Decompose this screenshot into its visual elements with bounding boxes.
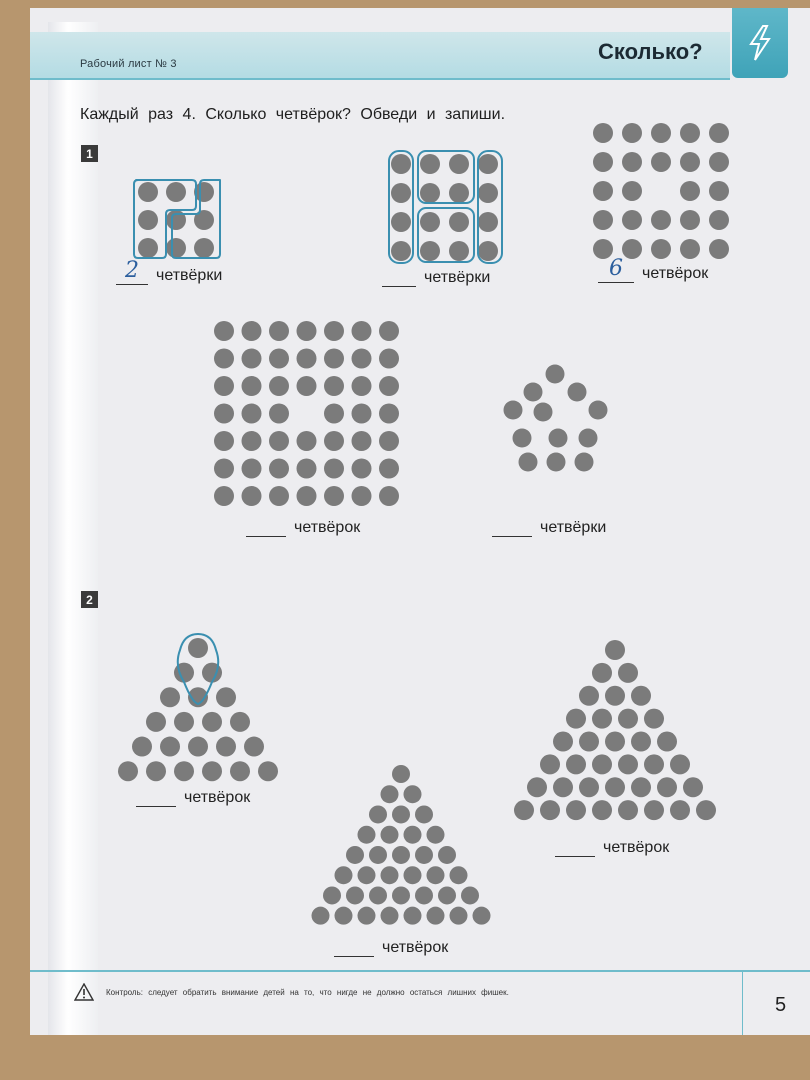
dot [194,238,214,258]
dot [605,640,625,660]
answer-row-2 [382,268,490,287]
dot [379,459,399,479]
answer-row-3 [598,256,709,283]
dot [404,866,422,884]
instruction-text: Каждый раз 4. Сколько четвёрок? Обведи и запиши. [80,106,506,123]
dot [420,154,440,174]
dot [324,486,344,506]
dot [514,800,534,820]
dot [657,732,677,752]
dot [166,182,186,202]
dot [680,210,700,230]
dot [631,686,651,706]
dot [709,123,729,143]
dot [404,826,422,844]
dot [579,429,598,448]
dot [553,732,573,752]
answer-row-5 [492,518,606,537]
dot [644,800,664,820]
dot-pentagon [500,362,610,474]
dot [381,866,399,884]
dot [269,321,289,341]
dot-grid-4 [213,320,399,508]
dot [358,866,376,884]
dot [146,761,166,781]
dot [381,785,399,803]
dot [379,486,399,506]
warning-icon [74,983,94,1001]
dot [593,181,613,201]
dot [346,886,364,904]
dot [519,453,538,472]
dot [534,403,553,422]
dot [391,154,411,174]
dot [216,737,236,757]
dot [352,404,372,424]
dot [230,712,250,732]
dot [524,383,543,402]
dot [504,401,523,420]
dot [622,210,642,230]
dot [547,453,566,472]
dot [450,907,468,925]
dot [592,709,612,729]
dot [651,210,671,230]
answer-blank[interactable] [492,518,532,537]
dot [593,152,613,172]
dot [527,777,547,797]
dot [391,241,411,261]
dot [242,376,262,396]
dot [438,886,456,904]
dot [379,404,399,424]
dot [683,777,703,797]
answer-blank[interactable] [598,256,634,283]
dot [174,712,194,732]
dot [297,431,317,451]
footer-divider [742,970,743,1035]
dot [579,777,599,797]
dot [188,638,208,658]
dot [709,239,729,259]
footer-note-text: Контроль: следует обратить внимание детей на то, что нигде не должно остаться лишних фишек. [106,987,509,997]
dot [709,210,729,230]
dot [202,761,222,781]
dot [297,321,317,341]
worksheet-label: Рабочий лист № 3 [80,58,177,70]
dot [312,907,330,925]
handwritten-answer: 2 [125,258,139,283]
dot [352,376,372,396]
dot [358,907,376,925]
dot [269,404,289,424]
dot [391,212,411,232]
dot [549,429,568,448]
dot [188,737,208,757]
worksheet-page [30,8,810,1035]
dot [622,123,642,143]
dot [138,210,158,230]
dot [369,805,387,823]
dot [568,383,587,402]
dot [644,709,664,729]
dot [174,761,194,781]
dot [269,376,289,396]
dot [566,800,586,820]
page-fold [48,22,98,1035]
worksheet-title: Сколько? [598,39,703,64]
dot [592,663,612,683]
dot [242,431,262,451]
dot [392,846,410,864]
dot [324,376,344,396]
dot [404,907,422,925]
answer-label: четвёрки [156,267,223,284]
dot [605,732,625,752]
dot [513,429,532,448]
dot [138,182,158,202]
dot [392,805,410,823]
dot [146,712,166,732]
answer-label: четвёрки [540,519,607,536]
answer-row-8 [555,838,669,857]
answer-blank[interactable] [246,518,286,537]
dot [420,241,440,261]
dot [420,183,440,203]
dot [346,846,364,864]
dot [138,238,158,258]
dot [297,349,317,369]
dot [670,800,690,820]
dot [651,239,671,259]
answer-row-1 [116,258,223,285]
dot [473,907,491,925]
dot [622,152,642,172]
dot [579,732,599,752]
dot-triangle-3 [500,634,730,834]
dot [605,777,625,797]
dot [438,846,456,864]
task-2-number: 2 [81,591,98,608]
dot [449,154,469,174]
dot [618,709,638,729]
dot [358,826,376,844]
dot [478,241,498,261]
dot [352,321,372,341]
dot [297,486,317,506]
dot [546,365,565,384]
dot [392,765,410,783]
dot [242,459,262,479]
answer-row-4 [246,518,360,537]
dot [427,866,445,884]
dot [202,712,222,732]
header-bar [30,32,730,80]
footer-line [30,970,810,972]
corner-badge [732,8,788,78]
dot [592,800,612,820]
dot [461,886,479,904]
lightning-icon [745,24,775,62]
dot [415,886,433,904]
handwritten-answer: 6 [609,256,623,281]
dot [323,886,341,904]
dot [324,459,344,479]
dot [352,349,372,369]
dot [214,376,234,396]
dot [709,152,729,172]
dot [651,152,671,172]
answer-row-6 [136,788,250,807]
dot [258,761,278,781]
dot [381,907,399,925]
dot [540,800,560,820]
dot [644,754,664,774]
dot [680,123,700,143]
answer-label: четвёрок [184,789,251,806]
dot [592,754,612,774]
dot [450,866,468,884]
dot [244,737,264,757]
answer-blank[interactable] [136,788,176,807]
dot [379,349,399,369]
dot [324,349,344,369]
dot [269,349,289,369]
dot [214,459,234,479]
answer-blank[interactable] [334,938,374,957]
dot [352,459,372,479]
dot [449,183,469,203]
answer-label: четвёрок [642,265,709,282]
dot [553,777,573,797]
dot [593,123,613,143]
dot [427,907,445,925]
dot [427,826,445,844]
dot [297,459,317,479]
dot [540,754,560,774]
answer-label: четвёрок [603,839,670,856]
answer-blank[interactable] [555,838,595,857]
dot [651,123,671,143]
dot [696,800,716,820]
dot-grid-1 [132,176,222,262]
dot [214,431,234,451]
dot [449,212,469,232]
dot [618,663,638,683]
dot [680,181,700,201]
dot [415,805,433,823]
dot [166,238,186,258]
dot [657,777,677,797]
dot [566,754,586,774]
dot [269,459,289,479]
dot [379,431,399,451]
dot [230,761,250,781]
footer-note [74,983,509,1001]
dot [404,785,422,803]
dot [242,486,262,506]
dot [160,687,180,707]
dot [593,210,613,230]
answer-label: четвёрок [294,519,361,536]
dot [449,241,469,261]
dot [381,826,399,844]
dot [118,761,138,781]
dot [132,737,152,757]
dot [415,846,433,864]
dot [575,453,594,472]
dot [579,686,599,706]
dot [324,321,344,341]
dot [335,907,353,925]
dot [269,431,289,451]
dot [478,183,498,203]
dot [680,239,700,259]
dot [242,321,262,341]
dot [324,431,344,451]
dot [216,687,236,707]
dot-triangle-2 [306,760,496,936]
task-1-number: 1 [81,145,98,162]
dot [242,349,262,369]
dot [214,349,234,369]
dot [335,866,353,884]
dot [160,737,180,757]
answer-blank[interactable] [116,258,148,285]
dot [709,181,729,201]
dot [369,846,387,864]
dot [618,754,638,774]
dot [566,709,586,729]
dot [369,886,387,904]
dot-grid-3 [593,123,725,258]
dot [242,404,262,424]
dot [214,486,234,506]
answer-label: четвёрок [382,939,449,956]
dot [420,212,440,232]
dot [269,486,289,506]
dot [214,404,234,424]
dot [324,404,344,424]
dot [392,886,410,904]
answer-row-7 [334,938,448,957]
dot [379,321,399,341]
dot [478,154,498,174]
dot [379,376,399,396]
answer-label: четвёрки [424,269,491,286]
dot [391,183,411,203]
dot [631,777,651,797]
dot [214,321,234,341]
dot [680,152,700,172]
dot [670,754,690,774]
dot-triangle-1 [118,630,278,782]
dot [352,486,372,506]
dot [297,376,317,396]
dot [605,686,625,706]
dot [478,212,498,232]
page-number: 5 [775,994,787,1016]
dot [352,431,372,451]
dot [618,800,638,820]
answer-blank[interactable] [382,268,416,287]
dot [622,181,642,201]
dot [631,732,651,752]
dot-grid-2 [388,150,504,264]
dot [589,401,608,420]
